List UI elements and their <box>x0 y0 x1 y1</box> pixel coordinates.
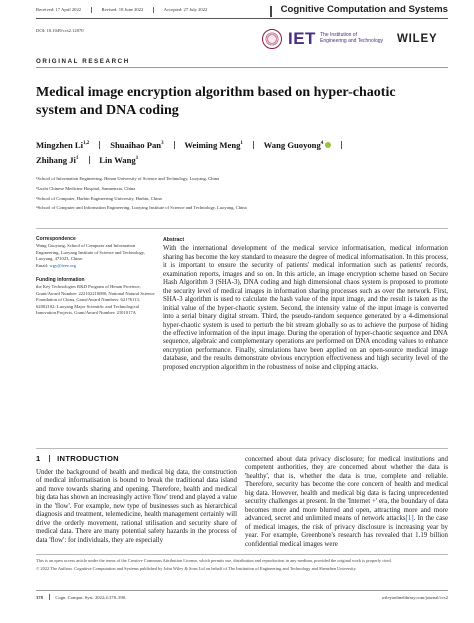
license-notice <box>36 558 448 574</box>
page-footer <box>36 594 448 600</box>
author-name[interactable]: Lin Wang <box>99 154 136 165</box>
funding-block <box>36 277 156 316</box>
page-number: 378 <box>36 594 43 600</box>
header-rule <box>36 18 448 19</box>
iet-tagline: The Institution of Engineering and Technology <box>320 32 384 44</box>
author-divider <box>253 141 254 149</box>
funding-heading: Funding information <box>36 277 85 284</box>
section-rule <box>36 67 448 68</box>
license-text: This is an open access article under the terms of the Creative Commons Attribution License, which permits use, distribution and reproduction in any medium, provided the original work is properly cited. <box>36 558 392 563</box>
wiley-logo[interactable]: WILEY <box>397 33 438 45</box>
date-divider <box>91 7 92 13</box>
affiliation: ¹School of Information Engineering, Henan University of Science and Technology, Luoyang, China <box>36 176 220 181</box>
journal-name[interactable]: Cognitive Computation and Systems <box>280 4 448 15</box>
email-link[interactable]: wgy@ieee.org <box>49 262 77 268</box>
body-column-left: Under the background of health and medical big data, the construction of medical informatisation is bound to break the traditional data island and move towards sharing and opening. Therefore, health and medical big data has shown an increasingly active 'flow' trend and played a value in the 'flow'. For example, new type of businesses such as hierarchical diagnosis and treatment, telemedicine, health management certainly will drive the orderly movement, rational utilisation and security share of medical data. There are many potential safety hazards in the process of data 'flow': for individuals, they are especially <box>36 469 237 544</box>
doi-link[interactable]: DOI: 10.1049/ccs2.12070 <box>36 28 84 33</box>
article-type: ORIGINAL RESEARCH <box>36 58 130 65</box>
author-divider <box>99 141 100 149</box>
journal-url-link[interactable]: wileyonlinelibrary.com/journal/ccs2 <box>381 594 448 600</box>
accepted-date: Accepted: 27 July 2022 <box>163 7 208 12</box>
abstract <box>163 236 448 372</box>
iet-logo[interactable]: IET <box>288 29 316 48</box>
author-divider <box>174 141 175 149</box>
submission-dates <box>36 7 207 13</box>
orcid-icon[interactable] <box>325 142 331 148</box>
author-divider <box>341 141 342 149</box>
copyright-text: © 2022 The Authors. Cognitive Computation and Systems published by John Wiley & Sons Ltd on behalf of The Institution of Engineering and Technology and Shenzhen University. <box>36 566 357 572</box>
citation: Cogn. Comput. Syst. 2022;4:378–390. <box>55 594 127 600</box>
university-seal-icon <box>262 29 282 49</box>
author-name[interactable]: Shuaihao Pan <box>110 139 162 150</box>
author-name[interactable]: Weiming Meng <box>184 139 241 150</box>
affiliations <box>36 174 436 213</box>
journal-divider <box>270 6 272 17</box>
body-column-right: concerned about data privacy disclosure; for medical institutions and competent authorities, they are concerned about whether the data is 'healthy', that is, whether the data is true, complete and reliable. Therefore, security has become the core concern of health and medical big data. However, health and medical big data is facing unprecedented security challenges at present. In the 'Internet +' era, the boundary of data becomes more and more blurred and open, attracting more and more advanced, secret and unlimited means of network attacks[1]. In the case of medical images, the risk of privacy disclosure is increasing year by year. For example, Greenbone's research has revealed that 1.19 billion confidential medical images were <box>245 456 449 548</box>
abstract-text: With the international development of the medical service informatisation, medical information sharing has become the key standard to measure the degree of medical informatisation. In this process, it is important to ensure the security of patients' medical information such as patients' records, examination reports, images and so on. In this article, an image encryption scheme based on Secure Hash Algorithm 3 (SHA-3), DNA coding and high dimensional chaos system is proposed to promote the security level of medical images in information sharing processes such as over the network. First, SHA-3 algorithm is used to calculate the hash value of the input image, and the result is taken as the initial value of the hyper-chaotic system. Second, the intensity value of the input image is converted into a serial binary digital stream. Third, the pseudo-random sequence generated by a 4-dimensional hyper-chaotic system is used to perturb the bit stream globally so as to achieve the purpose of hiding the effective information of the input image. During the operation of hyper-chaotic sequence and DNA sequence, algebraic and complementary operations are performed on DNA encoding values to enhance encryption performance. Finally, simulations have been applied on an open-source medical image database, and the results demonstrate obvious encryption effectiveness and high security level of the proposed encryption algorithm in the robustness of noise and clipping attacks. <box>163 245 448 371</box>
correspondence-block <box>36 236 156 269</box>
footer-divider <box>49 594 50 600</box>
abstract-heading: Abstract <box>163 237 185 243</box>
author-name[interactable]: Zhihang Ji <box>36 154 76 165</box>
heading-divider <box>49 455 50 462</box>
revised-date: Revised: 18 June 2022 <box>101 7 144 12</box>
author-divider <box>89 156 90 164</box>
publisher-logos <box>262 29 450 51</box>
author-name[interactable]: Wang Guoyong <box>263 139 321 150</box>
date-divider <box>153 7 154 13</box>
sidebar-notes <box>36 236 156 324</box>
funding-text: the Key Technologies R&D Program of Henan Province, Grant/Award Number: 222102210080; National Natural Science Foundation of China, Grant/Award Numbers: 62176113, 62002102; Luoyang Major Scientific and Technological Innovation Projects, Grant/Award Number: 2101017A <box>36 284 155 316</box>
affiliation: ³School of Computer, Harbin Engineering University, Harbin, China <box>36 195 162 201</box>
section-title: INTRODUCTION <box>57 454 119 463</box>
received-date: Received: 17 April 2022 <box>36 7 82 12</box>
author-name[interactable]: Mingzhen Li <box>36 139 84 150</box>
section-number: 1 <box>36 454 41 463</box>
affiliation: ⁴School of Computer and Information Engineering, Luoyang Institute of Science and Technology, Luoyang, China <box>36 205 247 211</box>
citation-link[interactable]: [1] <box>405 515 414 523</box>
correspondence-heading: Correspondence <box>36 236 76 242</box>
author-list: Mingzhen Li$^{1,2}$ Shuaihao Pan$^3$ Weiming Meng$^1$ Wang Guoyong$^4$ Zhihang Ji$^1$ Lin Wang$^1$ <box>36 137 446 167</box>
article-title: Medical image encryption algorithm based on hyper-chaotic system and DNA coding <box>36 85 396 118</box>
affiliation: ²Luzhi Chinese Medicine Hospital, Sanmenxia, China <box>36 185 136 191</box>
correspondence-text: Wang Guoyong, School of Computer and Information Engineering, Luoyang Institute of Science and Technology, Luoyang, 471023, China. <box>36 243 146 262</box>
correspondence-email-line: Email: wgy@ieee.org <box>36 262 77 268</box>
section-heading <box>36 454 119 463</box>
